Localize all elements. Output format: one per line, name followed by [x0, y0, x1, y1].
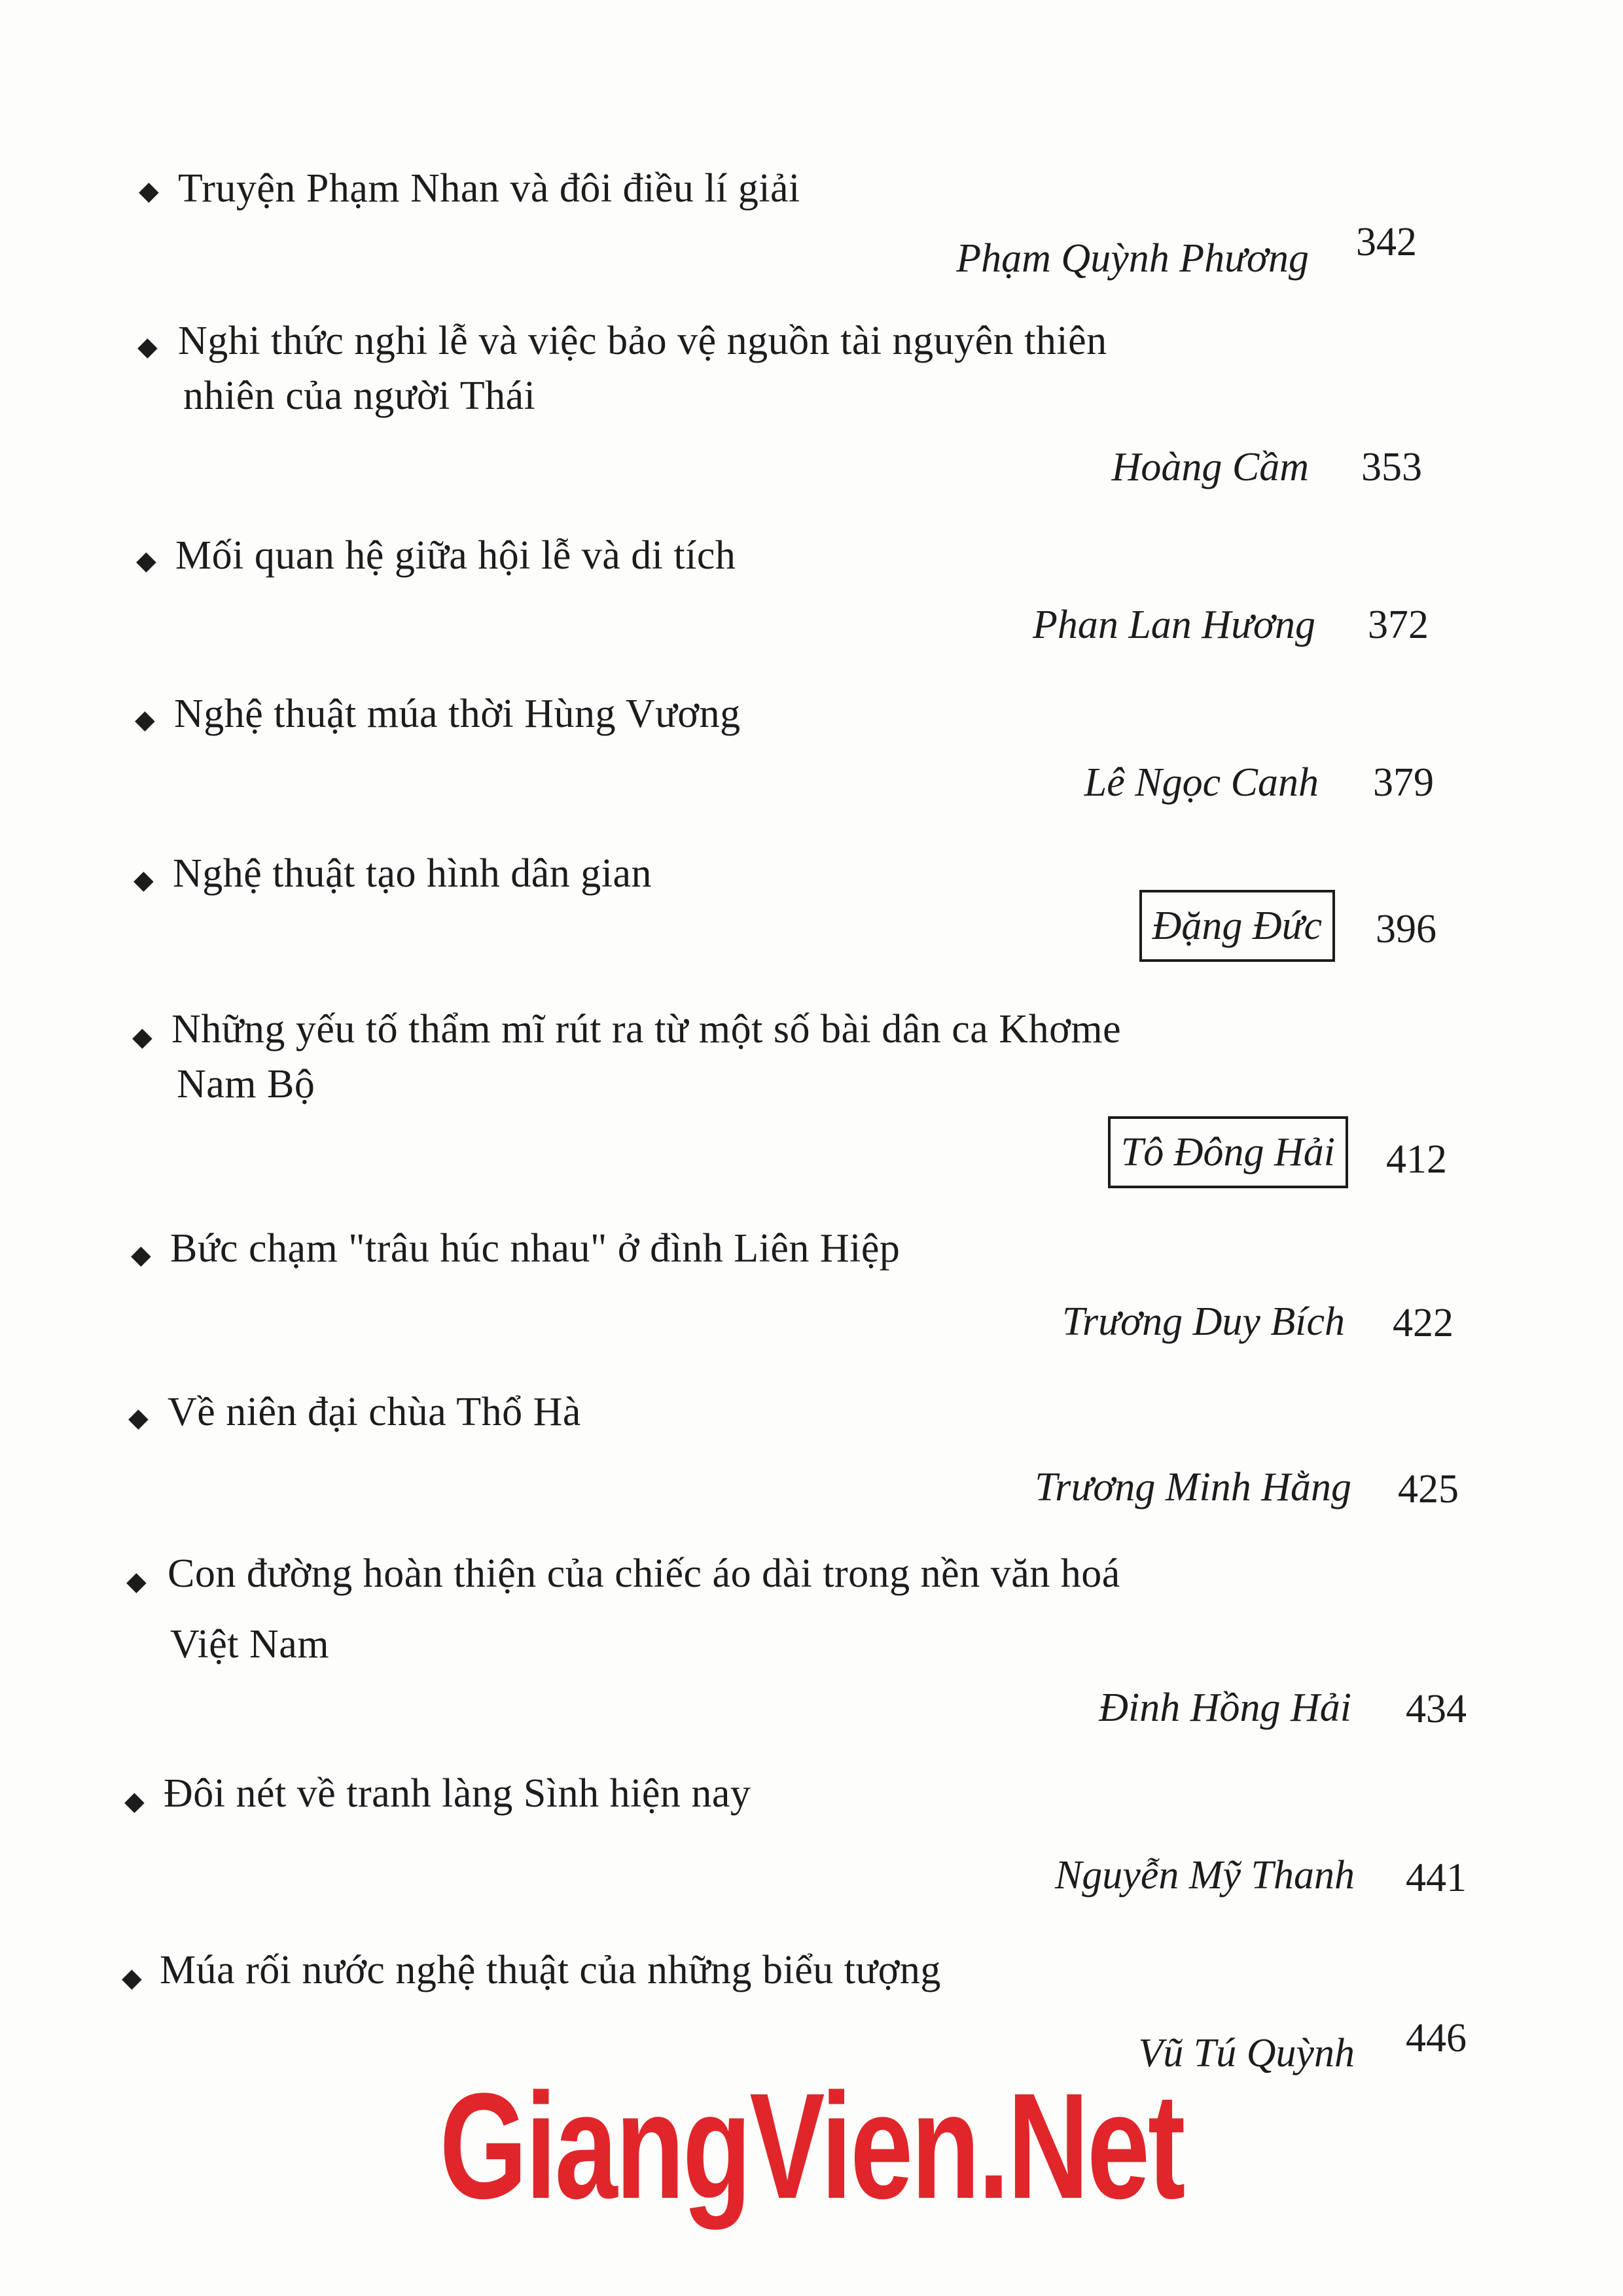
entry-title: Truyện Phạm Nhan và đôi điều lí giải — [178, 166, 800, 211]
entry-title-continued: Nam Bộ — [177, 1062, 315, 1106]
diamond-bullet-icon: ◆ — [126, 1566, 147, 1596]
diamond-bullet-icon: ◆ — [136, 546, 156, 575]
entry-author: Trương Minh Hằng — [1035, 1465, 1351, 1510]
entry-title: Bức chạm "trâu húc nhau" ở đình Liên Hiệp — [170, 1226, 901, 1271]
entry-author: Trương Duy Bích — [1061, 1299, 1345, 1344]
entry-page-number: 446 — [1406, 2016, 1467, 2060]
entry-author: Nguyễn Mỹ Thanh — [1054, 1853, 1355, 1898]
diamond-bullet-icon: ◆ — [128, 1403, 149, 1432]
entry-page-number: 422 — [1393, 1301, 1454, 1345]
entry-title: Mối quan hệ giữa hội lễ và di tích — [175, 533, 736, 578]
entry-author: Phan Lan Hương — [1032, 603, 1315, 647]
diamond-bullet-icon: ◆ — [122, 1963, 142, 1992]
entry-title: Đôi nét về tranh làng Sình hiện nay — [164, 1771, 751, 1816]
entry-title: Những yếu tố thẩm mĩ rút ra từ một số bài dân ca Khơme — [171, 1007, 1122, 1051]
entry-page-number: 342 — [1356, 220, 1417, 264]
entry-page-number: 425 — [1398, 1467, 1459, 1511]
entry-page-number: 353 — [1361, 445, 1422, 489]
entry-author: Tô Đông Hải — [1108, 1116, 1348, 1188]
entry-title-continued: nhiên của người Thái — [183, 374, 536, 418]
diamond-bullet-icon: ◆ — [134, 865, 154, 894]
watermark-logo: GiangVien.Net — [439, 2062, 1184, 2230]
entry-page-number: 412 — [1386, 1137, 1447, 1182]
entry-author: Phạm Quỳnh Phương — [956, 236, 1309, 281]
entry-page-number: 434 — [1406, 1687, 1467, 1731]
entry-title-continued: Việt Nam — [170, 1622, 330, 1667]
entry-page-number: 379 — [1373, 760, 1434, 805]
diamond-bullet-icon: ◆ — [139, 176, 159, 205]
diamond-bullet-icon: ◆ — [137, 332, 158, 361]
entry-page-number: 441 — [1406, 1856, 1467, 1900]
entry-title: Về niên đại chùa Thổ Hà — [168, 1390, 581, 1434]
entry-author: Đặng Đức — [1139, 890, 1335, 962]
diamond-bullet-icon: ◆ — [135, 705, 155, 734]
entry-title: Nghi thức nghi lễ và việc bảo vệ nguồn tài nguyên thiên — [178, 319, 1107, 363]
diamond-bullet-icon: ◆ — [124, 1786, 145, 1816]
entry-author: Hoàng Cầm — [1111, 445, 1309, 489]
entry-title: Nghệ thuật tạo hình dân gian — [173, 851, 652, 896]
entry-title: Nghệ thuật múa thời Hùng Vương — [174, 692, 741, 736]
entry-page-number: 396 — [1376, 907, 1436, 951]
diamond-bullet-icon: ◆ — [131, 1240, 151, 1269]
entry-author: Vũ Tú Quỳnh — [1138, 2031, 1355, 2075]
diamond-bullet-icon: ◆ — [132, 1022, 152, 1051]
entry-title: Con đường hoàn thiện của chiếc áo dài trong nền văn hoá — [168, 1551, 1120, 1596]
entry-page-number: 372 — [1368, 603, 1429, 647]
entry-author: Lê Ngọc Canh — [1084, 760, 1319, 805]
entry-author: Đinh Hồng Hải — [1099, 1686, 1351, 1730]
entry-title: Múa rối nước nghệ thuật của những biểu tượng — [160, 1948, 941, 1992]
